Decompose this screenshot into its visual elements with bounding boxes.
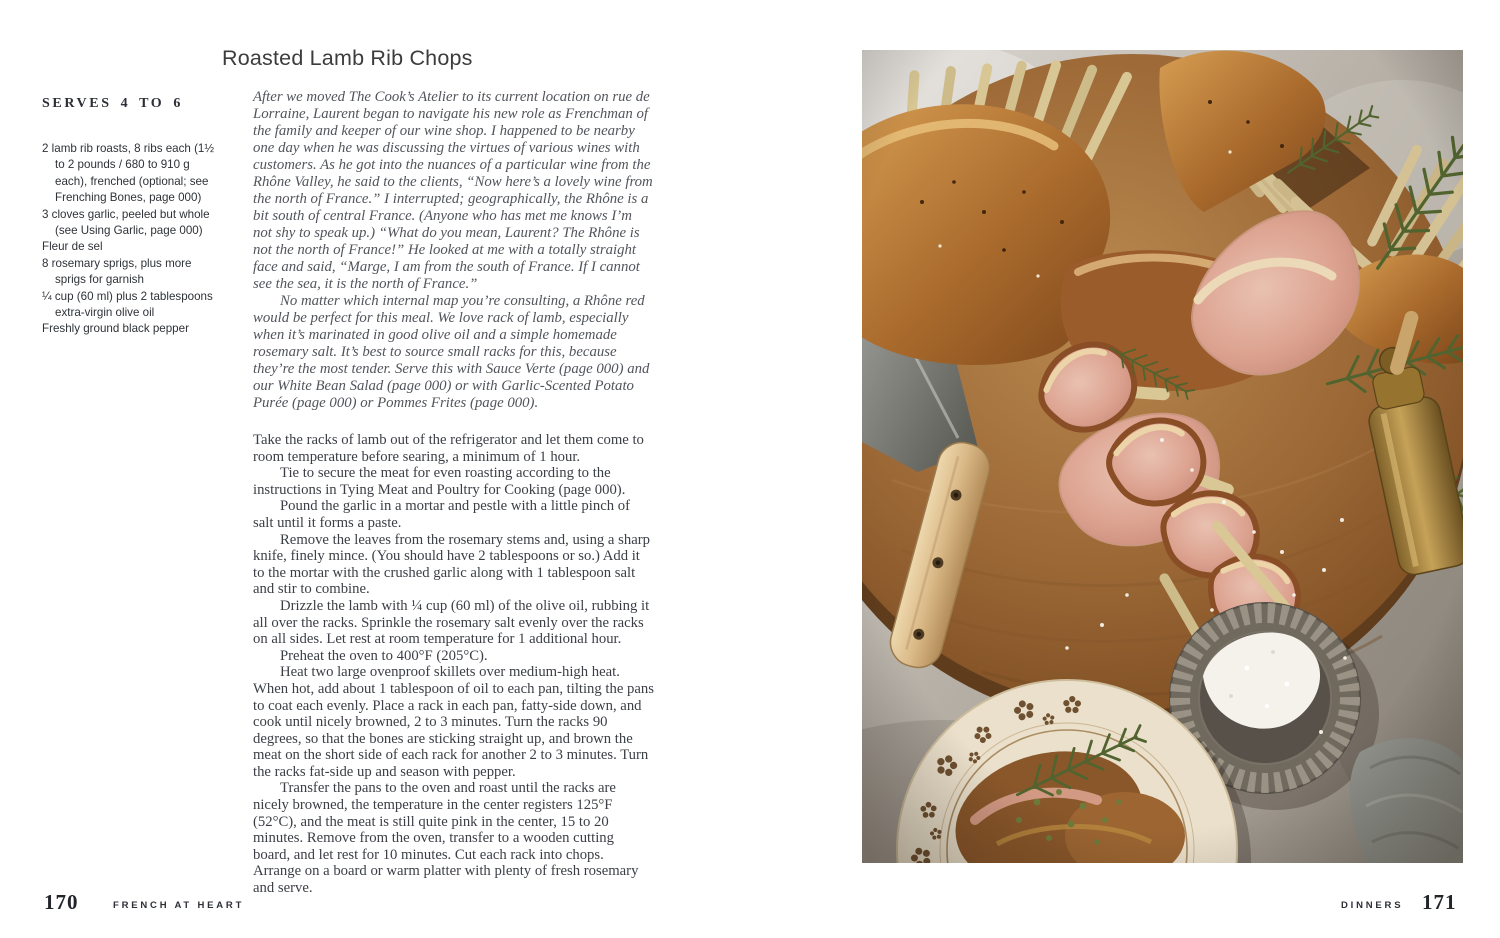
ingredient-item: Fleur de sel	[42, 240, 103, 254]
page-number-left: 170	[44, 890, 79, 914]
serves-label: SERVES 4 TO 6	[42, 96, 183, 111]
recipe-method	[253, 432, 654, 897]
running-head-left: FRENCH AT HEART	[113, 900, 245, 911]
method-paragraph: Drizzle the lamb with ¼ cup (60 ml) of the olive oil, rubbing it all over the racks. Sprinkle the rosemary salt evenly over the racks on all sides. Let rest at room temperature for 1 additional hour.	[253, 597, 650, 648]
ingredient-item: Freshly ground black pepper	[42, 322, 189, 336]
method-paragraph: Remove the leaves from the rosemary stems and, using a sharp knife, finely mince. (You should have 2 tablespoons or so.) Add it to the mortar with the crushed garlic along with 1 tablespoon salt and stir to combine.	[253, 531, 650, 598]
ingredient-item: 8 rosemary sprigs, plus more sprigs for garnish	[42, 256, 192, 287]
method-paragraph: Tie to secure the meat for even roasting according to the instructions in Tying Meat and Poultry for Cooking (page 000).	[253, 465, 626, 498]
recipe-title: Roasted Lamb Rib Chops	[222, 46, 473, 70]
intro-paragraph: After we moved The Cook’s Atelier to its current location on rue de Lorraine, Laurent began to navigate his new role as Frenchman of the family and keeper of our wine shop. I happened to be nearby one day when he was discussing the virtues of various wines with customers. As he got into the nuances of a particular wine from the Rhône Valley, he said to the clients, “Now here’s a lovely wine from the north of France.” I interrupted; geographically, the Rhône is a bit south of central France. (Anyone who has met me knows I’m not shy to speak up.) “What do you mean, Laurent? The Rhône is not the north of France!” He looked at me with a totally straight face and said, “Marge, I am from the south of France. If I cannot see the sea, it is the north of France.”	[253, 89, 653, 292]
ingredient-item: ¼ cup (60 ml) plus 2 tablespoons extra-virgin olive oil	[42, 289, 213, 320]
method-paragraph: Pound the garlic in a mortar and pestle with a little pinch of salt until it forms a paste.	[253, 498, 630, 531]
recipe-body	[253, 89, 654, 897]
intro-paragraph: No matter which internal map you’re consulting, a Rhône red would be perfect for this meal. We love rack of lamb, especially when it’s marinated in good olive oil and a simple homemade rosemary salt. It’s best to source small racks for this, because they’re the most tender. Serve this with Sauce Verte (page 000) and our White Bean Salad (page 000) or with Garlic-Scented Potato Purée (page 000) or Pommes Frites (page 000).	[253, 293, 650, 411]
recipe-intro	[253, 89, 654, 412]
lamb-photo-illustration	[862, 50, 1463, 863]
ingredients-sidebar	[42, 96, 222, 338]
running-head-right: DINNERS	[1341, 900, 1404, 911]
ingredient-list	[42, 141, 222, 338]
ingredient-item: 2 lamb rib roasts, 8 ribs each (1½ to 2 pounds / 680 to 910 g each), frenched (optional; see Frenching Bones, page 000)	[42, 142, 215, 205]
method-paragraph: Heat two large ovenproof skillets over medium-high heat. When hot, add about 1 tablespoon of oil to each pan, tilting the pans to coat each evenly. Place a rack in each pan, fatty-side down, and cook until nicely browned, 2 to 3 minutes. Turn the racks 90 degrees, so that the bones are sticking straight up, and brown the meat on the short side of each rack for another 2 to 3 minutes. Turn the racks fat-side up and season with pepper.	[253, 664, 654, 780]
lamb-photo	[862, 50, 1463, 863]
page-number-right: 171	[1422, 890, 1457, 914]
method-paragraph: Preheat the oven to 400°F (205°C).	[280, 647, 488, 664]
method-paragraph: Transfer the pans to the oven and roast until the racks are nicely browned, the temperature in the center registers 125°F (52°C), and the meat is still quite pink in the center, 15 to 20 minutes. Remove from the oven, transfer to a wooden cutting board, and let rest for 10 minutes. Cut each rack into chops. Arrange on a board or warm platter with plenty of fresh rosemary and serve.	[253, 780, 639, 897]
photo-vignette	[862, 50, 1463, 863]
method-paragraph: Take the racks of lamb out of the refrigerator and let them come to room temperature before searing, a minimum of 1 hour.	[253, 432, 644, 465]
ingredient-item: 3 cloves garlic, peeled but whole (see Using Garlic, page 000)	[42, 207, 210, 238]
